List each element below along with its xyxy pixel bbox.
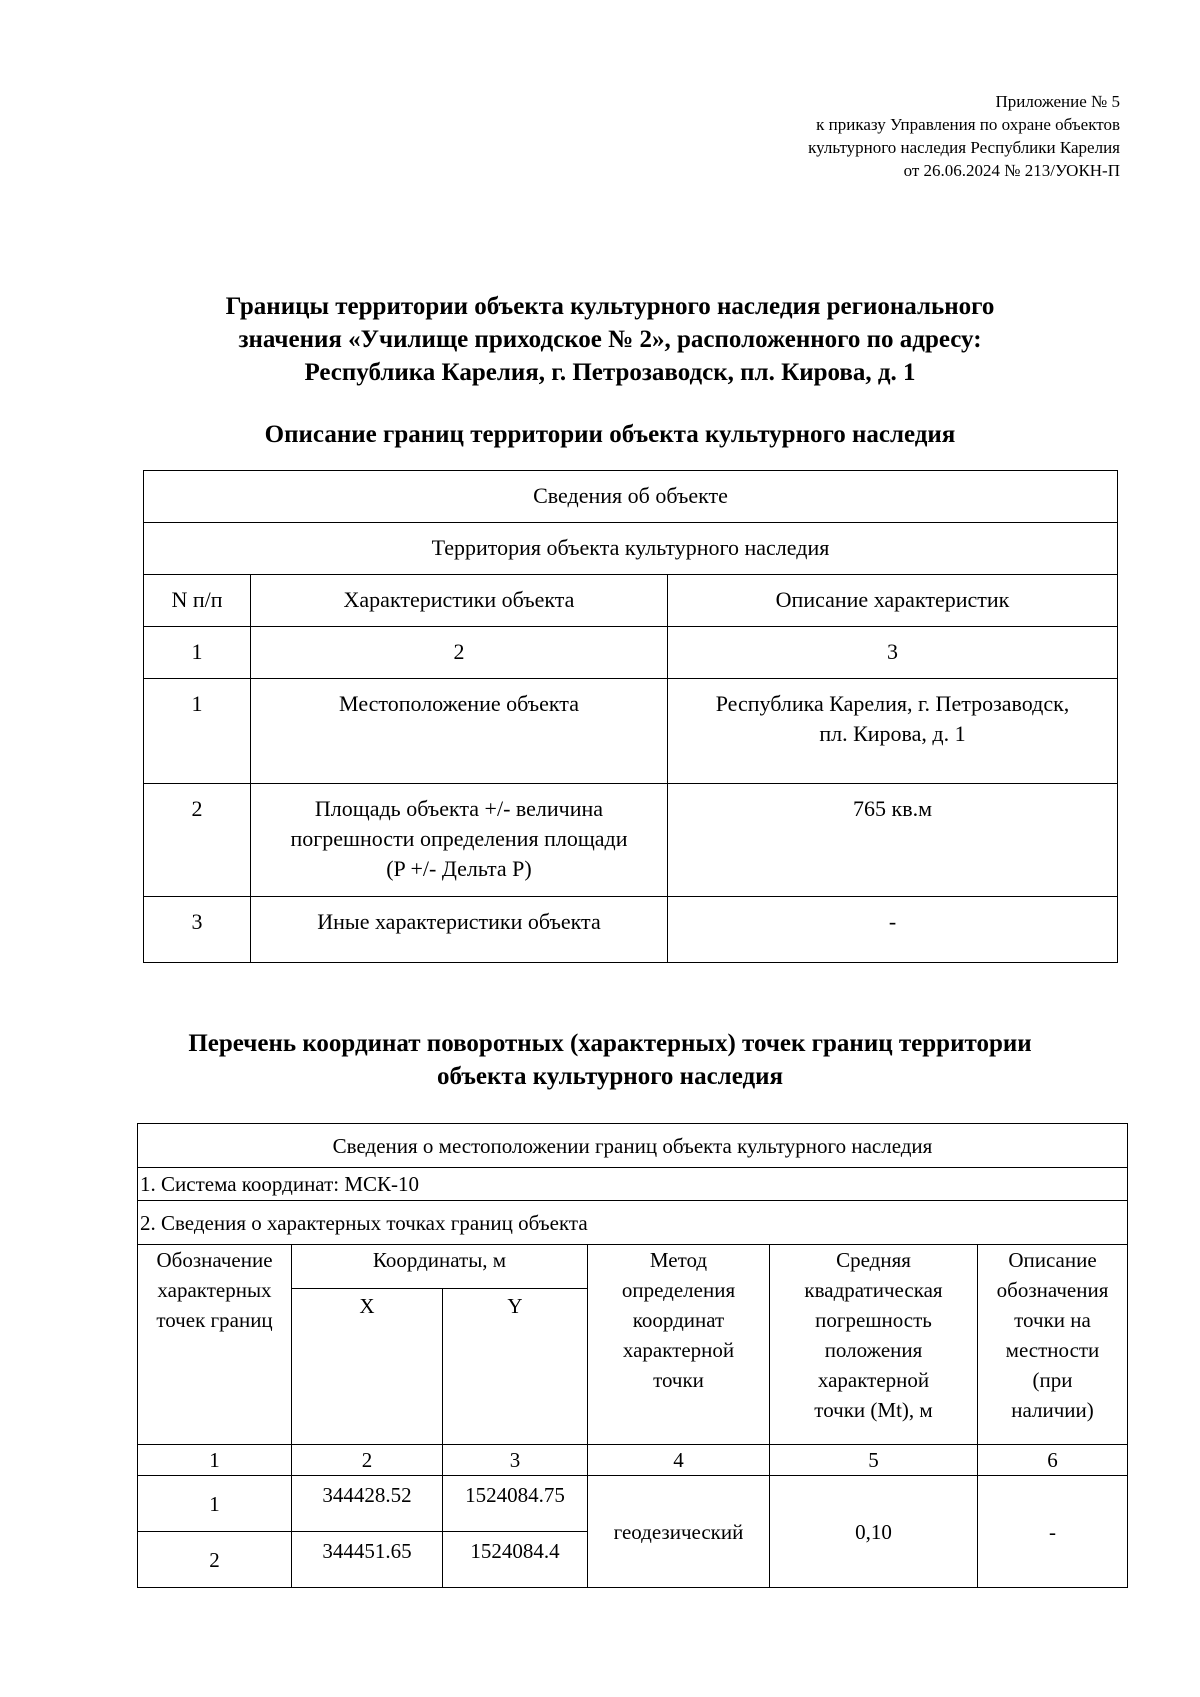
title-line: Перечень координат поворотных (характерных) точек границ территории [188, 1030, 1032, 1057]
column-header-x: X [292, 1289, 443, 1445]
column-number: 1 [138, 1445, 292, 1476]
table-row [144, 897, 1118, 963]
points-info: 2. Сведения о характерных точках границ объекта [138, 1201, 1128, 1245]
column-header-number: N п/п [144, 575, 251, 627]
row-description: Республика Карелия, г. Петрозаводск, пл. Кирова, д. 1 [668, 679, 1118, 784]
section1-title: Описание границ территории объекта культурного наследия [264, 421, 956, 448]
title-line: Границы территории объекта культурного наследия регионального [225, 293, 995, 320]
description-value: - [978, 1476, 1128, 1588]
table-row [144, 679, 1118, 784]
error-value: 0,10 [770, 1476, 978, 1588]
column-header-y: Y [443, 1289, 588, 1445]
row-description: 765 кв.м [668, 784, 1118, 897]
column-number: 2 [292, 1445, 443, 1476]
column-number: 3 [668, 627, 1118, 679]
column-header-method: Метод определения координат характерной точки [588, 1245, 770, 1445]
column-number: 6 [978, 1445, 1128, 1476]
row-characteristic: Иные характеристики объекта [251, 897, 668, 963]
method-value: геодезический [588, 1476, 770, 1588]
point-x: 344451.65 [292, 1532, 443, 1588]
point-x: 344428.52 [292, 1476, 443, 1532]
column-number: 1 [144, 627, 251, 679]
coordinate-system: 1. Система координат: МСК-10 [138, 1168, 1128, 1201]
column-header-designation: Обозначение характерных точек границ [138, 1245, 292, 1445]
point-id: 2 [138, 1532, 292, 1588]
column-number: 5 [770, 1445, 978, 1476]
row-characteristic: Местоположение объекта [251, 679, 668, 784]
column-header-error: Средняя квадратическая погрешность положения характерной точки (Mt), м [770, 1245, 978, 1445]
section2-title [120, 1027, 1100, 1093]
column-header-point-description: Описание обозначения точки на местности (при наличии) [978, 1245, 1128, 1445]
column-number: 2 [251, 627, 668, 679]
column-number: 4 [588, 1445, 770, 1476]
appendix-line: Приложение № 5 [995, 92, 1120, 111]
row-number: 3 [144, 897, 251, 963]
row-number: 1 [144, 679, 251, 784]
table-header: Сведения о местоположении границ объекта культурного наследия [138, 1124, 1128, 1168]
table-subheader: Территория объекта культурного наследия [144, 523, 1118, 575]
document-title [120, 290, 1100, 389]
appendix-header [808, 90, 1120, 182]
point-y: 1524084.75 [443, 1476, 588, 1532]
appendix-line: культурного наследия Республики Карелия [808, 138, 1120, 157]
point-y: 1524084.4 [443, 1532, 588, 1588]
table-row [144, 784, 1118, 897]
column-header-coordinates: Координаты, м [292, 1245, 588, 1289]
row-description: - [668, 897, 1118, 963]
coordinates-table [137, 1123, 1128, 1588]
appendix-line: к приказу Управления по охране объектов [816, 115, 1120, 134]
title-line: объекта культурного наследия [436, 1063, 784, 1090]
column-number: 3 [443, 1445, 588, 1476]
title-line: значения «Училище приходское № 2», расположенного по адресу: [238, 326, 982, 353]
title-line: Республика Карелия, г. Петрозаводск, пл. Кирова, д. 1 [304, 359, 916, 386]
appendix-line: от 26.06.2024 № 213/УОКН-П [903, 161, 1120, 180]
row-number: 2 [144, 784, 251, 897]
point-id: 1 [138, 1476, 292, 1532]
column-header-characteristics: Характеристики объекта [251, 575, 668, 627]
row-characteristic: Площадь объекта +/- величина погрешности определения площади (P +/- Дельта P) [251, 784, 668, 897]
table-row [138, 1476, 1128, 1532]
column-header-description: Описание характеристик [668, 575, 1118, 627]
object-info-table [143, 470, 1118, 963]
table-header: Сведения об объекте [144, 471, 1118, 523]
